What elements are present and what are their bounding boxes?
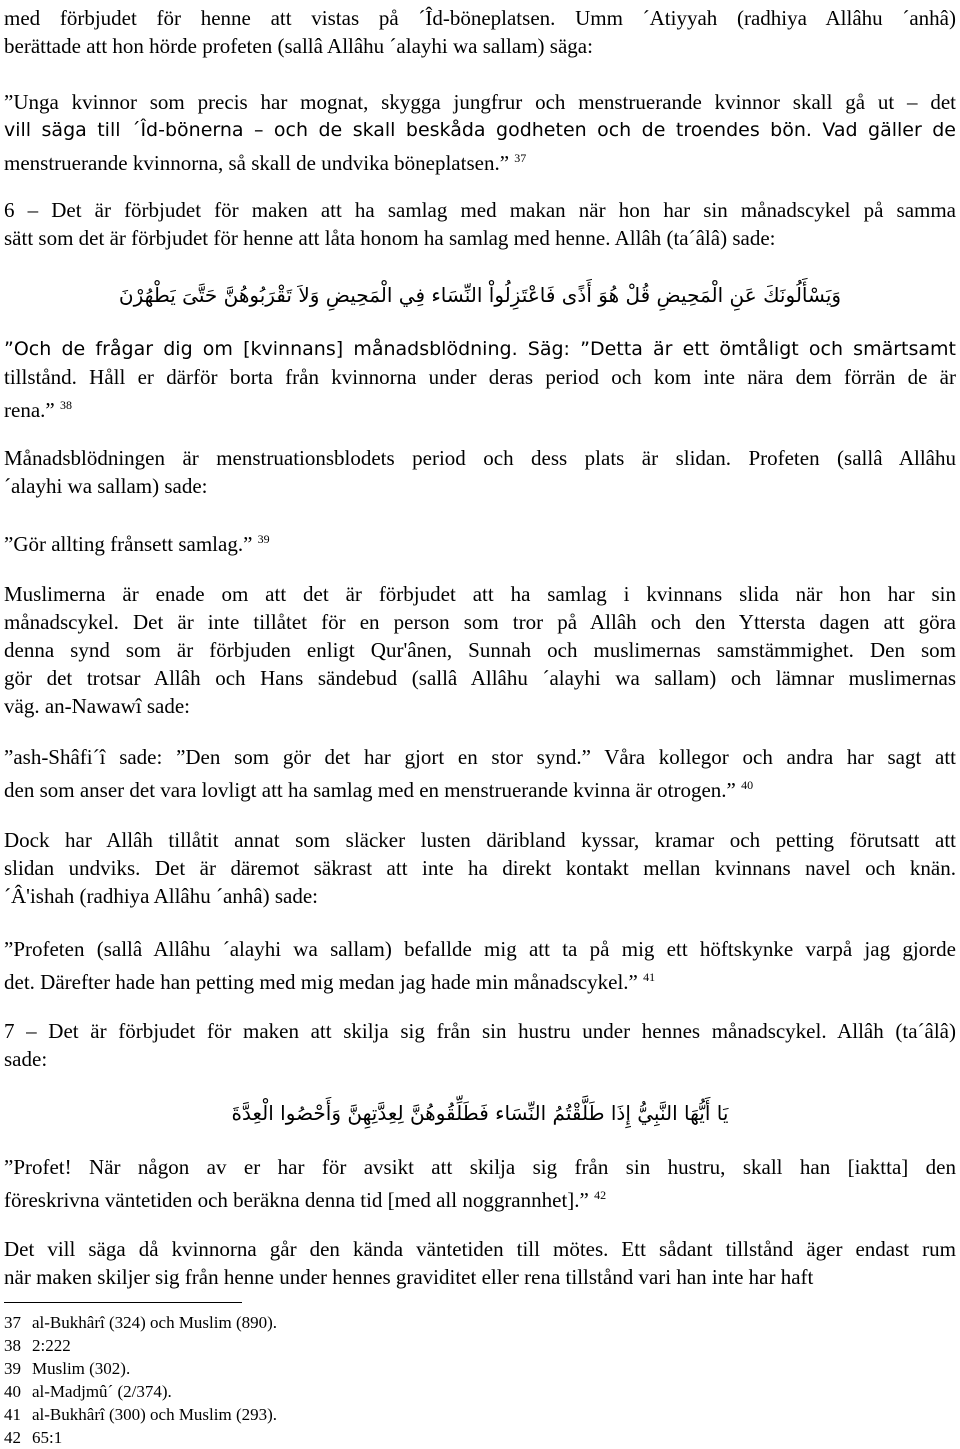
footnote — [4, 1381, 704, 1403]
text-line: månadscykel. Det är inte tillåtet för en person som tror på Allâh och den Yttersta dagen att göra — [4, 610, 956, 634]
footnote-text: al-Madjmû´ (2/374). — [32, 1382, 172, 1401]
rule-6-paragraph — [4, 196, 956, 252]
text-line: sätt som det är förbjudet för henne att låta honom ha samlag med henne. Allâh (ta´âlâ) sade: — [4, 226, 776, 250]
text-line: ”Gör allting frånsett samlag.” $^{39}$ — [4, 532, 270, 556]
footnote-text: 65:1 — [32, 1428, 63, 1447]
footnote-reference[interactable]: 41 — [643, 970, 656, 984]
footnote-text: al-Bukhârî (324) och Muslim (890). — [32, 1313, 278, 1332]
text-line: ´Â'ishah (radhiya Allâhu ´anhâ) sade: — [4, 884, 319, 908]
footnote-reference[interactable]: 38 — [59, 398, 72, 412]
footnote — [4, 1358, 704, 1380]
text-line: denna synd som är förbjuden enligt Qur'ânen, Sunnah och muslimernas samstämmighet. Den som — [4, 638, 956, 662]
footnote-reference[interactable]: 37 — [514, 151, 527, 165]
footnote-text: 2:222 — [32, 1336, 71, 1355]
footnote-number: 40 — [4, 1382, 21, 1401]
footnote-reference[interactable]: 40 — [741, 778, 754, 792]
footnote — [4, 1335, 704, 1357]
verse-translation-65-1 — [4, 1153, 956, 1214]
arabic-verse-2: يَا أَيُّهَا النَّبِيُّ إِذَا طَلَّقْتُمُ النِّسَاء فَطَلِّقُوهُنَّ لِعِدَّتِهِنَّ وَأَحْصُوا الْعِدَّةَ — [231, 1101, 729, 1125]
hadith-quote-aishah — [4, 935, 956, 996]
text-line: sade: — [4, 1047, 48, 1071]
text-line: berättade att hon hörde profeten (sallâ Allâhu ´alayhi wa sallam) säga: — [4, 34, 593, 58]
footnote — [4, 1427, 704, 1449]
text-line: tillstånd. Håll er därför borta från kvinnorna under deras period och kom inte nära dem förrän de är — [4, 365, 956, 389]
text-line: det. Därefter hade han petting med mig medan jag hade min månadscykel.” $^{41}$ — [4, 970, 656, 994]
paragraph-menstruation — [4, 444, 956, 500]
footnote-number: 38 — [4, 1336, 21, 1355]
footnote-text: al-Bukhârî (300) och Muslim (293). — [32, 1405, 278, 1424]
paragraph-allowed — [4, 826, 956, 910]
arabic-verse-1: وَيَسْأَلُونَكَ عَنِ الْمَحِيضِ قُلْ هُوَ أَذًى فَاعْتَزِلُواْ النِّسَاء فِي الْمَحِيضِ وَلاَ تَقْرَبُوهُنَّ حَتَّىَ يَطْهُرْنَ — [118, 283, 842, 307]
text-line: rena.” $^{38}$ — [4, 398, 72, 422]
text-line: föreskrivna väntetiden och beräkna denna tid [med all noggrannhet].” $^{42}$ — [4, 1188, 607, 1212]
hadith-quote-samlag — [4, 525, 956, 558]
footnote-number: 39 — [4, 1359, 21, 1378]
text-line: menstruerande kvinnorna, så skall de undvika böneplatsen.” $^{37}$ — [4, 151, 527, 175]
footnote-number: 41 — [4, 1405, 21, 1424]
text-line: vill säga till ´Îd-bönerna – och de skall beskåda godheten och de troendes bön. Vad gäller de — [4, 119, 956, 141]
text-line: Dock har Allâh tillåtit annat som släcker lusten däribland kyssar, kramar och petting förutsatt att — [4, 828, 956, 852]
text-line: den som anser det vara lovligt att ha samlag med en menstruerande kvinna är otrogen.” $^{40}$ — [4, 778, 754, 802]
text-line: slidan undviks. Det är däremot säkrast att inte ha direkt kontakt mellan kvinnans navel och knän. — [4, 856, 956, 880]
text-line: ”Profeten (sallâ Allâhu ´alayhi wa sallam) befallde mig att ta på mig ett höftskynke varpå jag gjorde — [4, 937, 956, 961]
text-line: ´alayhi wa sallam) sade: — [4, 474, 208, 498]
footnote-number: 42 — [4, 1428, 21, 1447]
footnote-separator — [4, 1302, 242, 1303]
text-line: ”ash-Shâfi´î sade: ”Den som gör det har gjort en stor synd.” Våra kollegor och andra har sagt att — [4, 745, 956, 769]
text-line: gör det trotsar Allâh och Hans sändebud (sallâ Allâhu ´alayhi wa sallam) och lämnar muslimernas — [4, 666, 956, 690]
text-line: ”Och de frågar dig om [kvinnans] månadsblödning. Säg: ”Detta är ett ömtåligt och smärtsamt — [4, 338, 956, 360]
paragraph-consensus — [4, 580, 956, 720]
footnote-text: Muslim (302). — [32, 1359, 131, 1378]
quote-ash-shafii — [4, 743, 956, 804]
hadith-quote-umm-atiyyah — [4, 88, 956, 177]
text-line: väg. an-Nawawî sade: — [4, 694, 191, 718]
footnote-reference[interactable]: 42 — [594, 1188, 607, 1202]
footnote-number: 37 — [4, 1313, 21, 1332]
text-line: 7 – Det är förbjudet för maken att skilja sig från sin hustru under hennes månadscykel. Allâh (ta´âlâ) — [4, 1019, 956, 1043]
text-line: Månadsblödningen är menstruationsblodets period och dess plats är slidan. Profeten (sallâ Allâhu — [4, 446, 956, 470]
footnote — [4, 1404, 704, 1426]
footnote-reference[interactable]: 39 — [257, 532, 270, 546]
paragraph-waiting-period — [4, 1235, 956, 1291]
text-line: när maken skiljer sig från henne under hennes graviditet eller rena tillstånd vari han inte har haft — [4, 1265, 814, 1289]
text-line: Det vill säga då kvinnorna går den kända väntetiden till mötes. Ett sådant tillstånd äger endast rum — [4, 1237, 956, 1261]
verse-translation-2-222 — [4, 335, 956, 424]
paragraph-intro-continued — [4, 4, 956, 60]
text-line: ”Profet! När någon av er har för avsikt att skilja sig från sin hustru, skall han [iaktta] den — [4, 1155, 956, 1179]
text-line: ”Unga kvinnor som precis har mognat, skygga jungfrur och menstruerande kvinnor skall gå ut – det — [4, 90, 956, 114]
footnote — [4, 1312, 704, 1334]
text-line: Muslimerna är enade om att det är förbjudet att ha samlag i kvinnans slida när hon har sin — [4, 582, 956, 606]
text-line: 6 – Det är förbjudet för maken att ha samlag med makan när hon har sin månadscykel på samma — [4, 198, 956, 222]
rule-7-paragraph — [4, 1017, 956, 1073]
text-line: med förbjudet för henne att vistas på ´Îd-böneplatsen. Umm ´Atiyyah (radhiya Allâhu ´anhâ) — [4, 6, 956, 30]
